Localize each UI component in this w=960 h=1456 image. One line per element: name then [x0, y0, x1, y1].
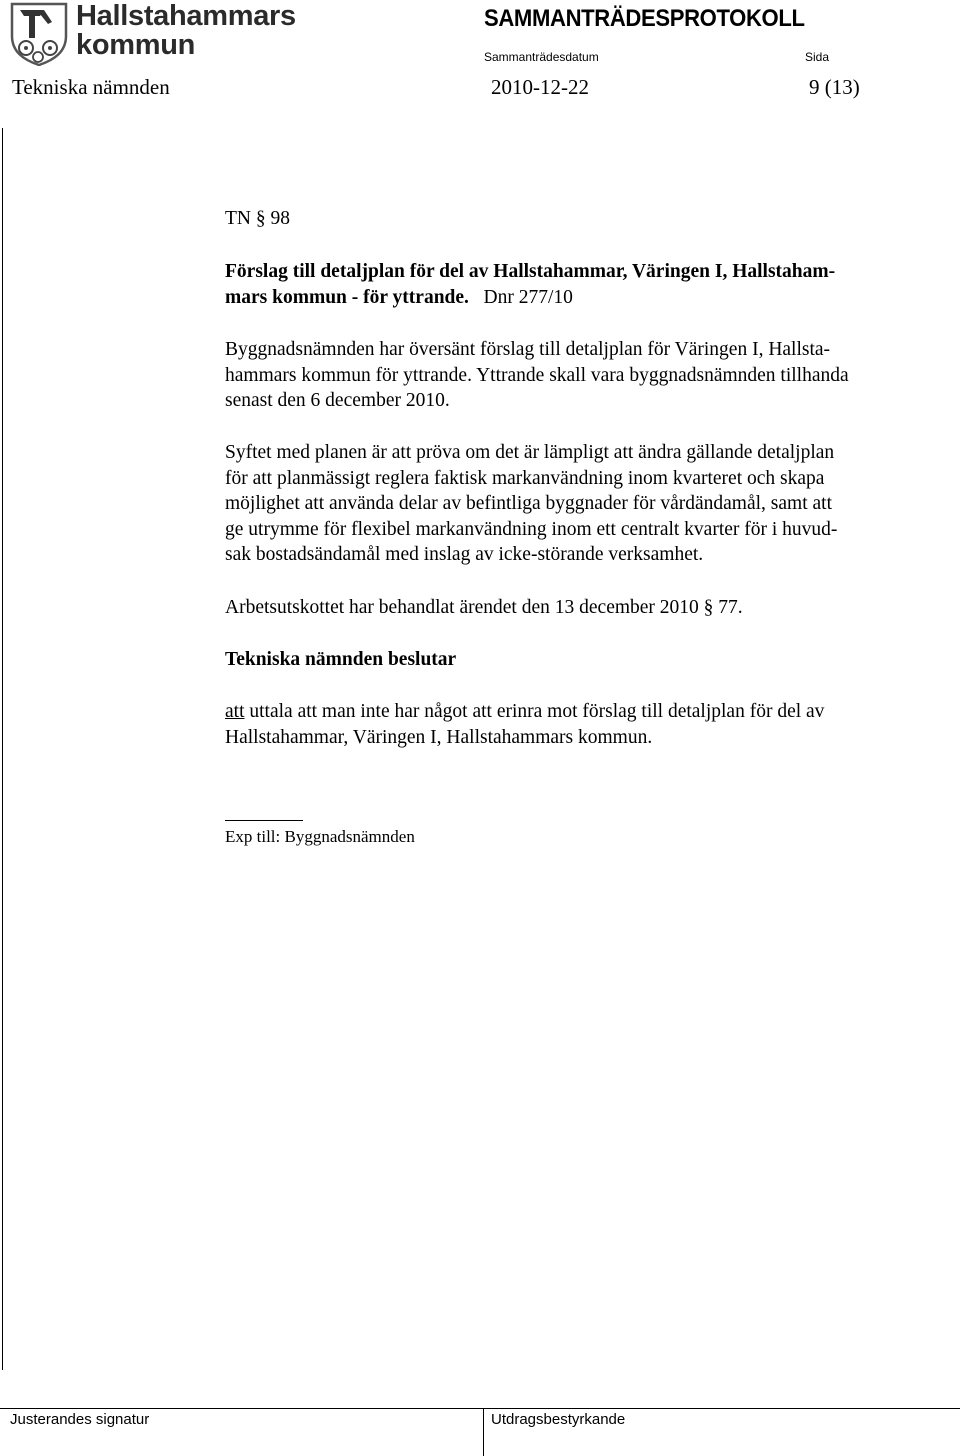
committee-name: Tekniska nämnden: [12, 75, 170, 99]
date-column-label: Sammanträdesdatum: [484, 50, 599, 64]
paragraph-line: för att planmässigt reglera faktisk markanvändning inom kvarteret och skapa: [225, 467, 825, 489]
item-heading: [225, 259, 935, 310]
page-number: 9 (13): [809, 75, 860, 99]
paragraph-line: sak bostadsändamål med inslag av icke-störande verksamhet.: [225, 544, 704, 565]
distribution-label: Exp till:: [225, 827, 281, 846]
coat-of-arms-icon: [10, 2, 68, 66]
paragraph-line: Byggnadsnämnden har översänt förslag till detaljplan för Väringen I, Hallsta-: [225, 339, 831, 360]
page-column-label: Sida: [805, 50, 830, 64]
distribution-recipient: Byggnadsnämnden: [284, 827, 415, 846]
item-heading-line-1: Förslag till detaljplan för del av Hallstahammar, Väringen I, Hallstaham-: [225, 261, 836, 282]
document-title: SAMMANTRÄDESPROTOKOLL: [484, 5, 805, 32]
distribution-list: [225, 827, 415, 847]
left-margin-rule: [2, 128, 3, 1370]
logo-line-2: kommun: [76, 29, 196, 61]
paragraph-line: möjlighet att använda delar av befintliga byggnader för vårdändamål, samt att: [225, 493, 832, 514]
decision-heading: Tekniska nämnden beslutar: [225, 649, 457, 670]
paragraph-line: Syftet med planen är att pröva om det är lämpligt att ändra gällande detaljplan: [225, 442, 835, 463]
paragraph-background: [225, 337, 935, 414]
item-heading-line-2-text: mars kommun - för yttrande.: [225, 286, 469, 308]
paragraph-line: hammars kommun för yttrande. Yttrande skall vara byggnadsnämnden tillhanda: [225, 364, 849, 386]
extract-certification-label: Utdragsbestyrkande: [491, 1411, 626, 1428]
case-number: Dnr 277/10: [483, 286, 573, 308]
section-number: TN § 98: [225, 208, 290, 229]
paragraph-purpose: [225, 440, 935, 568]
meeting-date: 2010-12-22: [491, 75, 589, 99]
decision-att: att: [225, 701, 245, 722]
decision-line-2: Hallstahammar, Väringen I, Hallstahammars kommun.: [225, 726, 653, 748]
paragraph-working-committee: Arbetsutskottet har behandlat ärendet den 13 december 2010 § 77.: [225, 597, 743, 618]
footer-rule: [0, 1408, 960, 1409]
decision-line-1: [225, 699, 935, 725]
decision-line-1-text: uttala att man inte har något att erinra mot förslag till detaljplan för del av: [244, 701, 825, 722]
decision-text: [225, 699, 935, 750]
logo-line-1: Hallstahammars: [76, 0, 296, 32]
paragraph-line: senast den 6 december 2010.: [225, 390, 450, 411]
paragraph-line: ge utrymme för flexibel markanvändning inom ett centralt kvarter för i huvud-: [225, 518, 838, 540]
footer-separator: [483, 1408, 484, 1456]
signature-label: Justerandes signatur: [10, 1411, 150, 1428]
distribution-rule: [225, 820, 303, 821]
logo-wordmark: [76, 2, 296, 60]
item-heading-line-2: [225, 285, 935, 311]
